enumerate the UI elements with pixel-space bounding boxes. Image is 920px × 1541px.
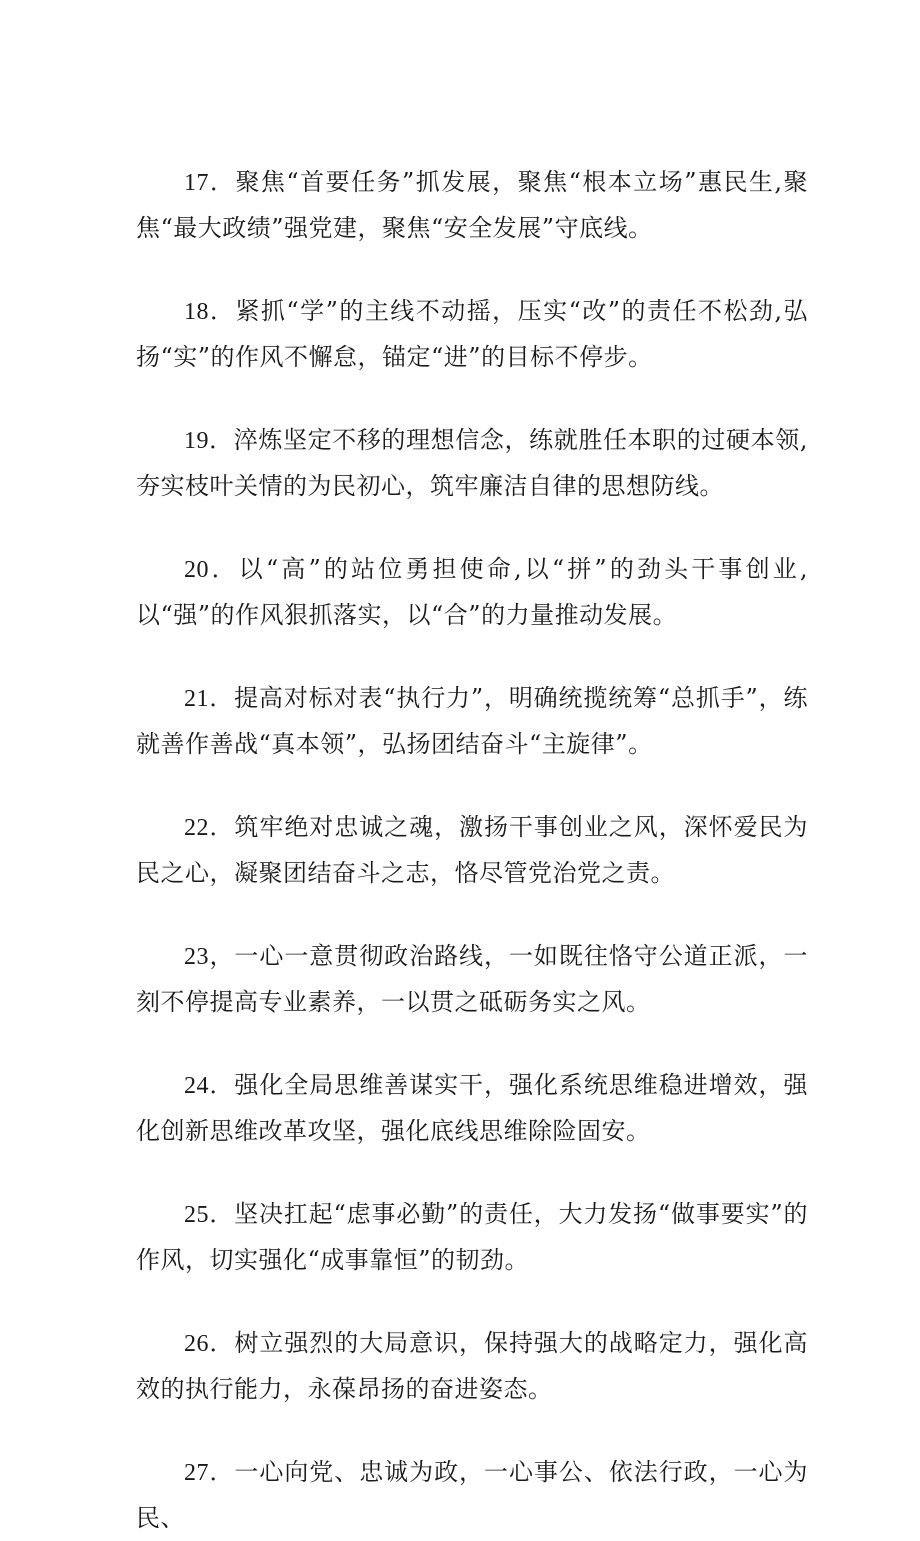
item-text: ．坚决扛起“虑事必勤”的责任，大力发扬“做事要实”的作风，切实强化“成事靠恒”的韧劲。 <box>136 1200 808 1274</box>
list-item-23 <box>136 934 808 1025</box>
list-item-18 <box>136 289 808 380</box>
item-number: 22 <box>184 815 209 841</box>
item-number: 19 <box>184 428 209 454</box>
item-number: 23 <box>184 944 209 970</box>
item-text: ．提高对标对表“执行力”，明确统揽统筹“总抓手”，练就善作善战“真本领”，弘扬团结奋斗“主旋律”。 <box>136 684 808 758</box>
list-item-27 <box>136 1450 808 1541</box>
item-number: 20 <box>184 557 209 583</box>
item-number: 17 <box>184 170 209 196</box>
item-text: ．筑牢绝对忠诚之魂，激扬干事创业之风，深怀爱民为民之心，凝聚团结奋斗之志，恪尽管党治党之责。 <box>136 813 808 887</box>
item-text: ．一心向党、忠诚为政，一心事公、依法行政，一心为民、 <box>136 1458 808 1532</box>
list-item-21 <box>136 676 808 767</box>
item-text: ．紧抓“学”的主线不动摇，压实“改”的责任不松劲,弘扬“实”的作风不懈怠，锚定“进”的目标不停步。 <box>136 297 808 371</box>
item-number: 25 <box>184 1202 209 1228</box>
list-item-20 <box>136 547 808 638</box>
item-text: ．以“高”的站位勇担使命,以“拼”的劲头干事创业,以“强”的作风狠抓落实，以“合”的力量推动发展。 <box>136 555 808 629</box>
list-item-22 <box>136 805 808 896</box>
item-text: ．强化全局思维善谋实干，强化系统思维稳进增效，强化创新思维改革攻坚，强化底线思维除险固安。 <box>136 1071 808 1145</box>
item-number: 18 <box>184 299 209 325</box>
item-number: 27 <box>184 1460 209 1486</box>
list-item-17 <box>136 160 808 251</box>
item-number: 26 <box>184 1331 209 1357</box>
item-number: 21 <box>184 686 209 712</box>
document-body <box>136 160 808 1541</box>
item-text: ．淬炼坚定不移的理想信念，练就胜任本职的过硬本领,夯实枝叶关情的为民初心，筑牢廉洁自律的思想防线。 <box>136 426 808 500</box>
list-item-19 <box>136 418 808 509</box>
item-text: ．聚焦“首要任务”抓发展，聚焦“根本立场”惠民生,聚焦“最大政绩”强党建，聚焦“安全发展”守底线。 <box>136 168 808 242</box>
list-item-25 <box>136 1192 808 1283</box>
item-text: ．树立强烈的大局意识，保持强大的战略定力，强化高效的执行能力，永葆昂扬的奋进姿态。 <box>136 1329 808 1403</box>
list-item-26 <box>136 1321 808 1412</box>
item-text: ，一心一意贯彻政治路线，一如既往恪守公道正派，一刻不停提高专业素养，一以贯之砥砺务实之风。 <box>136 942 808 1016</box>
list-item-24 <box>136 1063 808 1154</box>
item-number: 24 <box>184 1073 209 1099</box>
